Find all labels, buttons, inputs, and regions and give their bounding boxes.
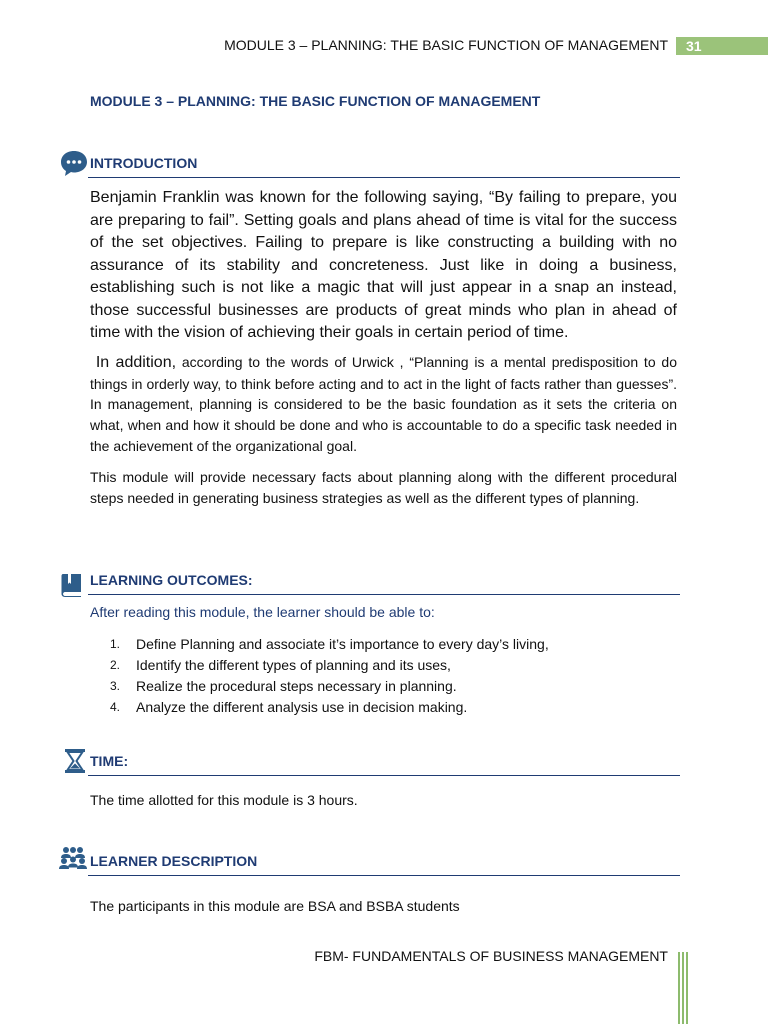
learning-outcomes-lead: After reading this module, the learner should be able to: bbox=[90, 604, 435, 620]
introduction-heading: INTRODUCTION bbox=[90, 155, 198, 171]
intro-paragraph-3: This module will provide necessary facts about planning along with the different procedural steps needed in generating business strategies as well as the different types of planning. bbox=[90, 469, 677, 506]
list-item bbox=[110, 634, 549, 655]
list-item-number: 1. bbox=[110, 637, 121, 651]
learning-outcomes-rule bbox=[88, 594, 680, 595]
learner-description-heading: LEARNER DESCRIPTION bbox=[90, 853, 258, 869]
book-icon bbox=[60, 572, 84, 598]
time-heading: TIME: bbox=[90, 753, 129, 769]
list-item-number: 4. bbox=[110, 700, 121, 714]
intro-paragraph-2-lead: In addition, bbox=[95, 354, 177, 371]
introduction-rule bbox=[88, 177, 680, 178]
list-item-text: Realize the procedural steps necessary in planning. bbox=[136, 678, 457, 694]
intro-paragraph-2-body: according to the words of Urwick , “Planning is a mental predisposition to do things in orderly way, to think before acting and to act in the light of facts rather than guesses”. In management, planning is considered to be the basic foundation as it sets the criteria on what, when and how it should be done and who is accountable to do a specific task needed in the achievement of the organizational goal. bbox=[90, 354, 678, 454]
intro-paragraph-1: Benjamin Franklin was known for the following saying, “By failing to prepare, you are preparing to fail”. Setting goals and plans ahead of time is vital for the success of the set objectives. Failing to prepare is like constructing a building with no assurance of its stability and concreteness. Just like in doing a business, establishing such is not like a magic that will just appear in a snap an instead, those successful businesses are products of great minds who plan in ahead of time with the vision of achieving their goals in certain period of time. bbox=[90, 189, 677, 341]
list-item-number: 3. bbox=[110, 679, 121, 693]
page-number-badge: 31 bbox=[676, 37, 768, 55]
footer-decoration-lines bbox=[678, 952, 688, 1024]
list-item bbox=[110, 676, 549, 697]
time-text: The time allotted for this module is 3 hours. bbox=[90, 792, 358, 808]
running-footer: FBM- FUNDAMENTALS OF BUSINESS MANAGEMENT bbox=[314, 948, 668, 964]
learning-outcomes-heading: LEARNING OUTCOMES: bbox=[90, 572, 253, 588]
speech-bubble-icon bbox=[60, 149, 88, 177]
people-group-icon bbox=[58, 846, 88, 870]
list-item-text: Define Planning and associate it’s importance to every day’s living, bbox=[136, 636, 549, 652]
running-header: MODULE 3 – PLANNING: THE BASIC FUNCTION OF MANAGEMENT bbox=[224, 37, 668, 53]
learner-description-text: The participants in this module are BSA and BSBA students bbox=[90, 898, 460, 914]
learning-outcomes-list bbox=[110, 634, 549, 718]
hourglass-icon bbox=[64, 748, 86, 774]
intro-paragraph-2 bbox=[90, 352, 677, 457]
list-item bbox=[110, 655, 549, 676]
list-item-text: Identify the different types of planning and its uses, bbox=[136, 657, 451, 673]
list-item-number: 2. bbox=[110, 658, 121, 672]
module-title: MODULE 3 – PLANNING: THE BASIC FUNCTION OF MANAGEMENT bbox=[90, 93, 541, 109]
time-rule bbox=[88, 775, 680, 776]
list-item-text: Analyze the different analysis use in decision making. bbox=[136, 699, 468, 715]
list-item bbox=[110, 697, 549, 718]
learner-description-rule bbox=[88, 875, 680, 876]
